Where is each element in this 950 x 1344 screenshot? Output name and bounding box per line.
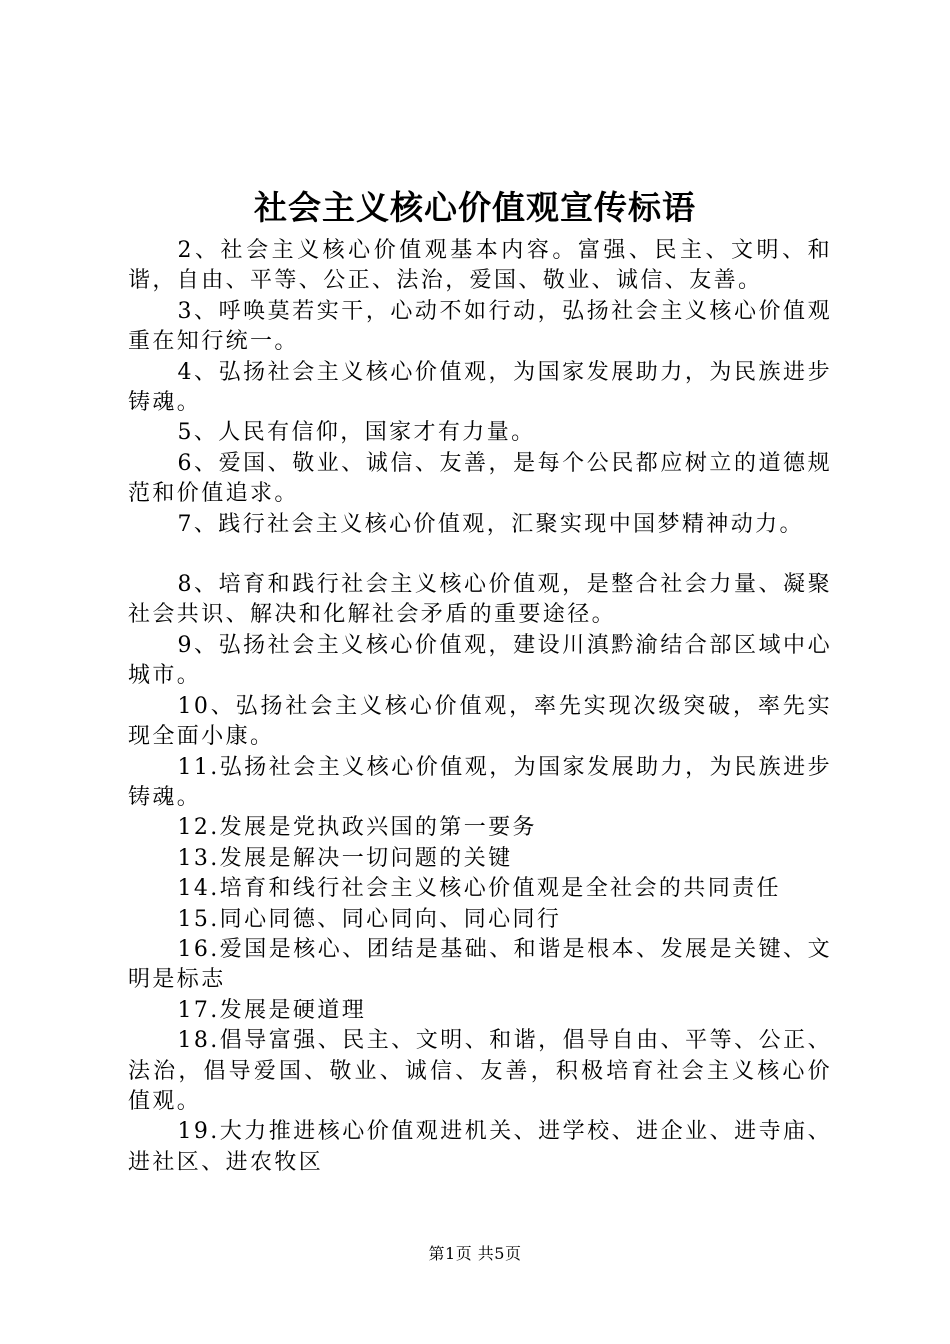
slogan-paragraph: 17.发展是硬道理 xyxy=(177,997,367,1023)
slogan-paragraph: 19.大力推进核心价值观进机关、进学校、进企业、进寺庙、进社区、进农牧区 xyxy=(128,1119,832,1175)
document-title: 社会主义核心价值观宣传标语 xyxy=(254,188,696,227)
slogan-paragraph: 10、弘扬社会主义核心价值观，率先实现次级突破，率先实现全面小康。 xyxy=(128,693,832,750)
slogan-paragraph: 16.爱国是核心、团结是基础、和谐是根本、发展是关键、文明是标志 xyxy=(128,936,832,993)
page-number-footer: 第1页 共5页 xyxy=(428,1244,522,1263)
slogan-paragraph: 3、呼唤莫若实干，心动不如行动，弘扬社会主义核心价值观重在知行统一。 xyxy=(128,298,832,355)
slogan-paragraph: 15.同心同德、同心同向、同心同行 xyxy=(177,906,562,932)
slogan-paragraph: 12.发展是党执政兴国的第一要务 xyxy=(177,815,537,841)
document-body xyxy=(128,236,832,1178)
slogan-paragraph: 7、践行社会主义核心价值观，汇聚实现中国梦精神动力。 xyxy=(177,511,804,537)
slogan-paragraph: 9、弘扬社会主义核心价值观，建设川滇黔渝结合部区域中心城市。 xyxy=(128,632,832,689)
slogan-paragraph: 5、人民有信仰，国家才有力量。 xyxy=(177,420,536,446)
slogan-paragraph: 11.弘扬社会主义核心价值观，为国家发展助力，为民族进步铸魂。 xyxy=(128,754,832,810)
slogan-paragraph: 4、弘扬社会主义核心价值观，为国家发展助力，为民族进步铸魂。 xyxy=(128,359,832,416)
slogan-paragraph: 6、爱国、敬业、诚信、友善，是每个公民都应树立的道德规范和价值追求。 xyxy=(128,450,832,507)
slogan-paragraph: 13.发展是解决一切问题的关键 xyxy=(177,845,513,871)
slogan-paragraph: 14.培育和线行社会主义核心价值观是全社会的共同责任 xyxy=(177,876,781,902)
slogan-paragraph: 18.倡导富强、民主、文明、和谐，倡导自由、平等、公正、法治，倡导爱国、敬业、诚信、友善，积极培育社会主义核心价值观。 xyxy=(128,1028,832,1114)
slogan-paragraph: 8、培育和践行社会主义核心价值观，是整合社会力量、凝聚社会共识、解决和化解社会矛盾的重要途径。 xyxy=(128,572,832,628)
slogan-paragraph: 2、社会主义核心价值观基本内容。富强、民主、文明、和谐，自由、平等、公正、法治，爱国、敬业、诚信、友善。 xyxy=(128,238,832,294)
